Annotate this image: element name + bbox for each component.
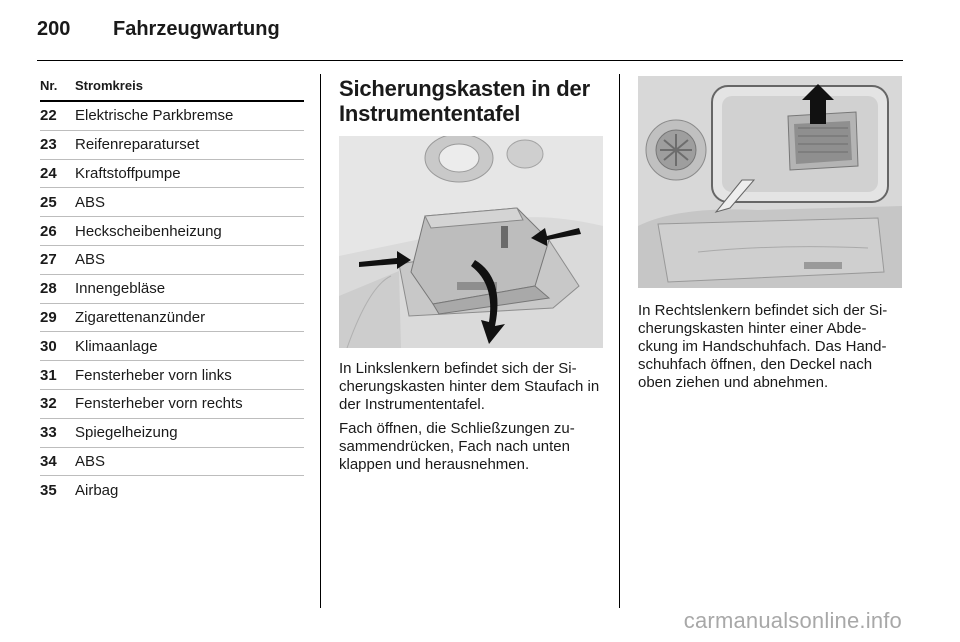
fuse-circuit: Klimaanlage xyxy=(75,337,158,355)
page-number: 200 xyxy=(37,18,71,40)
fuse-circuit: ABS xyxy=(75,193,106,211)
paragraph: In Rechtslenkern befindet sich der Si-cherungskasten hinter einer Abde-ckung im Handschuhfach. Das Hand-schuhfach öffnen, den Deckel nach oben ziehen und abnehmen. xyxy=(638,302,888,391)
page-title: Fahrzeugwartung xyxy=(113,18,280,40)
paragraph: Fach öffnen, die Schließzungen zu-sammendrücken, Fach nach unten klappen und herausnehmen. xyxy=(339,420,575,473)
fuse-circuit: Spiegelheizung xyxy=(75,424,178,442)
table-row xyxy=(40,332,304,361)
fuse-number: 23 xyxy=(40,136,57,154)
fuse-number: 29 xyxy=(40,308,57,326)
fuse-circuit: Fensterheber vorn rechts xyxy=(75,395,243,413)
fuse-number: 24 xyxy=(40,164,57,182)
fuse-number: 33 xyxy=(40,424,57,442)
fuse-circuit: Zigarettenanzünder xyxy=(75,308,206,326)
column-header-circuit: Stromkreis xyxy=(75,78,143,93)
glovebox-fuse-cover-illustration xyxy=(638,76,902,288)
fuse-number: 22 xyxy=(40,107,57,125)
fuse-number: 35 xyxy=(40,482,57,500)
fuse-circuit: Fensterheber vorn links xyxy=(75,366,232,384)
table-row xyxy=(40,102,304,131)
fuse-circuit: Reifenreparaturset xyxy=(75,136,200,154)
table-row xyxy=(40,246,304,275)
fuse-circuit: ABS xyxy=(75,251,106,269)
watermark[interactable]: carmanualsonline.info xyxy=(683,608,902,633)
fuse-circuit: Elektrische Parkbremse xyxy=(75,107,234,125)
page-header xyxy=(37,18,280,41)
section-heading-line2: Instrumententafel xyxy=(339,101,521,126)
table-header xyxy=(40,78,304,102)
section-right-hand-drive xyxy=(638,76,902,398)
fuse-number: 34 xyxy=(40,452,57,470)
table-row xyxy=(40,217,304,246)
table-row xyxy=(40,275,304,304)
table-row xyxy=(40,361,304,390)
fuse-number: 28 xyxy=(40,280,57,298)
fuse-circuit: Heckscheibenheizung xyxy=(75,222,222,240)
table-row xyxy=(40,390,304,419)
fuse-box-storage-illustration xyxy=(339,136,603,348)
fuse-number: 26 xyxy=(40,222,57,240)
column-divider xyxy=(619,74,620,608)
header-rule xyxy=(37,60,903,61)
fuse-circuit: Innengebläse xyxy=(75,280,166,298)
table-row xyxy=(40,131,304,160)
fuse-circuit: ABS xyxy=(75,452,106,470)
fuse-table xyxy=(40,78,304,505)
table-row xyxy=(40,448,304,477)
fuse-number: 31 xyxy=(40,366,57,384)
paragraph: In Linkslenkern befindet sich der Si-cherungskasten hinter dem Staufach in der Instrumententafel. xyxy=(339,360,600,413)
fuse-number: 32 xyxy=(40,395,57,413)
table-row xyxy=(40,476,304,505)
table-row xyxy=(40,419,304,448)
fuse-number: 30 xyxy=(40,337,57,355)
fuse-number: 27 xyxy=(40,251,57,269)
table-body xyxy=(40,102,304,505)
fuse-circuit: Kraftstoffpumpe xyxy=(75,164,181,182)
section-left-hand-drive xyxy=(339,76,603,480)
fuse-circuit: Airbag xyxy=(75,482,119,500)
table-row xyxy=(40,160,304,189)
section-heading xyxy=(339,76,603,126)
column-divider xyxy=(320,74,321,608)
section-heading-line1: Sicherungskasten in der xyxy=(339,76,590,101)
column-header-nr: Nr. xyxy=(40,78,58,93)
table-row xyxy=(40,188,304,217)
fuse-number: 25 xyxy=(40,193,57,211)
table-row xyxy=(40,304,304,333)
